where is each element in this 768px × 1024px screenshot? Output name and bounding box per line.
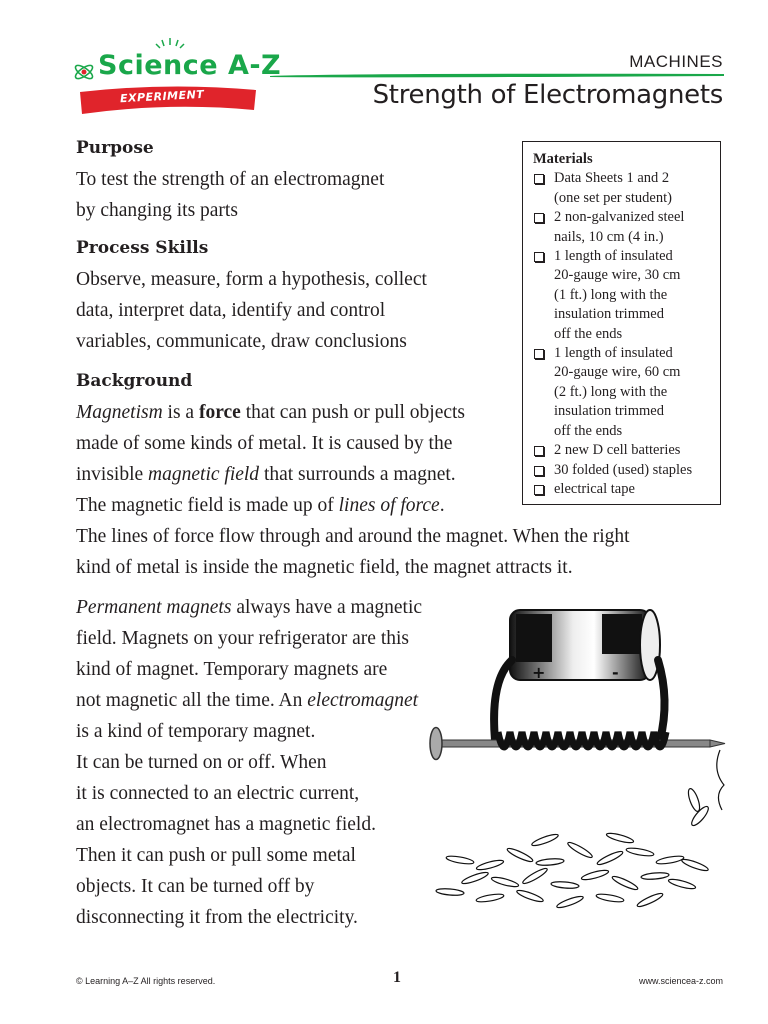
background-line: field. Magnets on your refrigerator are this xyxy=(76,628,410,649)
materials-item-line: 30 folded (used) staples xyxy=(554,461,693,478)
wire-right xyxy=(658,660,665,740)
battery-minus-label: - xyxy=(612,663,619,682)
logo-wordmark: Science A-Z xyxy=(98,50,282,81)
background-line: is a kind of temporary magnet. xyxy=(76,721,316,742)
background-line: made of some kinds of metal. It is caused by the xyxy=(76,433,453,454)
text-span: not magnetic all the time. An xyxy=(76,690,308,711)
materials-item xyxy=(533,441,712,460)
materials-item xyxy=(533,461,712,480)
sun-rays-icon xyxy=(156,38,184,48)
website-url: www.sciencea-z.com xyxy=(638,976,723,986)
background-line: kind of metal is inside the magnetic field, the magnet attracts it. xyxy=(76,557,573,578)
materials-item-line: off the ends xyxy=(554,422,623,439)
text-span: invisible xyxy=(76,464,149,485)
materials-list xyxy=(533,169,712,499)
background-line: objects. It can be turned off by xyxy=(76,876,315,897)
logo-banner-label: EXPERIMENT xyxy=(119,87,205,106)
materials-item-line: (one set per student) xyxy=(554,189,672,206)
text-span: . xyxy=(439,495,445,516)
term-force: force xyxy=(198,402,241,423)
purpose-text xyxy=(76,164,384,226)
text-span: is a xyxy=(162,402,199,423)
term-lines-of-force: lines of force xyxy=(338,495,440,516)
process-skills-line: data, interpret data, identify and control xyxy=(76,300,386,321)
page-title: Strength of Electromagnets xyxy=(372,80,723,110)
header-rule xyxy=(270,73,724,78)
background-line: Then it can push or pull some metal xyxy=(76,845,356,866)
materials-item-line: nails, 10 cm (4 in.) xyxy=(554,228,664,245)
materials-heading: Materials xyxy=(533,151,593,167)
background-line: It can be turned on or off. When xyxy=(76,752,327,773)
materials-item xyxy=(533,208,712,247)
purpose-heading: Purpose xyxy=(76,138,154,158)
materials-item-line: 2 non-galvanized steel xyxy=(554,209,685,226)
staple-pile xyxy=(436,831,709,909)
materials-item-line: 2 new D cell batteries xyxy=(554,442,681,459)
background-line xyxy=(76,592,422,623)
category-label: MACHINES xyxy=(629,52,723,71)
materials-item-line: 20-gauge wire, 30 cm xyxy=(554,267,681,284)
background-line: an electromagnet has a magnetic field. xyxy=(76,814,376,835)
term-electromagnet: electromagnet xyxy=(307,690,419,711)
atom-icon xyxy=(74,63,95,81)
electromagnet-illustration xyxy=(420,600,740,920)
materials-item xyxy=(533,247,712,344)
text-span: that surrounds a magnet. xyxy=(259,464,456,485)
materials-item-line: insulation trimmed xyxy=(554,306,664,323)
materials-item-line: off the ends xyxy=(554,325,623,342)
process-skills-text xyxy=(76,264,427,357)
materials-item-line: 20-gauge wire, 60 cm xyxy=(554,364,681,381)
materials-item-line: 1 length of insulated xyxy=(554,248,673,265)
copyright-text: © Learning A–Z All rights reserved. xyxy=(76,976,216,986)
page-number: 1 xyxy=(393,969,401,986)
term-magnetism: Magnetism xyxy=(76,402,163,423)
materials-item-line: Data Sheets 1 and 2 xyxy=(554,170,670,187)
background-line xyxy=(76,685,422,716)
purpose-line: by changing its parts xyxy=(76,200,238,221)
background-heading: Background xyxy=(76,371,193,391)
materials-item-line: (2 ft.) long with the xyxy=(554,383,668,400)
term-magnetic-field: magnetic field xyxy=(148,464,260,485)
materials-item-line: electrical tape xyxy=(554,480,635,497)
materials-item-line: 1 length of insulated xyxy=(554,345,673,362)
process-skills-line: variables, communicate, draw conclusions xyxy=(76,331,407,352)
term-permanent-magnets: Permanent magnets xyxy=(76,597,232,618)
background-line: it is connected to an electric current, xyxy=(76,783,360,804)
hanging-staples xyxy=(686,750,724,828)
process-skills-heading: Process Skills xyxy=(76,238,209,258)
text-span: that can push or pull objects xyxy=(240,402,466,423)
materials-item-line: insulation trimmed xyxy=(554,403,664,420)
background-paragraph-2 xyxy=(76,592,422,933)
materials-item-line: (1 ft.) long with the xyxy=(554,286,668,303)
text-span: always have a magnetic xyxy=(231,597,423,618)
text-span: The magnetic field is made up of xyxy=(76,495,339,516)
wire-coil xyxy=(498,732,666,747)
materials-item xyxy=(533,169,712,208)
process-skills-line: Observe, measure, form a hypothesis, collect xyxy=(76,269,427,290)
materials-item xyxy=(533,480,712,499)
materials-item xyxy=(533,344,712,441)
background-line: The lines of force flow through and around the magnet. When the right xyxy=(76,526,630,547)
battery-plus-label: + xyxy=(532,663,546,682)
background-line: kind of magnet. Temporary magnets are xyxy=(76,659,388,680)
materials-box xyxy=(522,141,721,505)
background-line: disconnecting it from the electricity. xyxy=(76,907,358,928)
purpose-line: To test the strength of an electromagnet xyxy=(76,169,385,190)
battery-icon xyxy=(510,610,660,682)
